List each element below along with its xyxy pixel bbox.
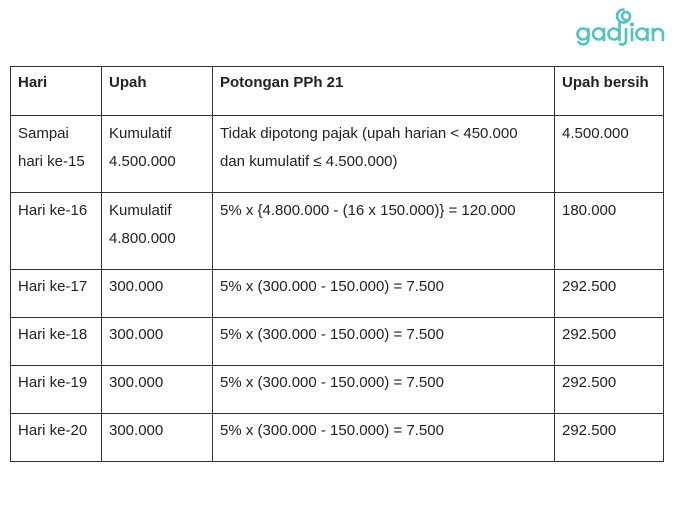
cell-hari — [11, 193, 102, 270]
cell-upah-bersih: 292.500 — [555, 318, 664, 366]
cell-text: Kumulatif — [109, 202, 172, 219]
cell-text: Hari ke-16 — [18, 202, 88, 219]
cell-text: hari ke-15 — [18, 153, 85, 170]
cell-potongan — [213, 116, 555, 193]
cell-upah: 300.000 — [102, 414, 213, 462]
cell-potongan: 5% x (300.000 - 150.000) = 7.500 — [213, 366, 555, 414]
cell-text: 5% x {4.800.000 - (16 x 150.000)} = 120.000 — [220, 202, 516, 219]
cell-upah — [102, 193, 213, 270]
cell-upah: 300.000 — [102, 318, 213, 366]
cell-potongan: 5% x (300.000 - 150.000) = 7.500 — [213, 318, 555, 366]
cell-potongan — [213, 193, 555, 270]
table-row — [11, 193, 664, 270]
cell-upah-bersih: 4.500.000 — [555, 116, 664, 193]
cell-upah-bersih: 180.000 — [555, 193, 664, 270]
table-header-row — [11, 67, 664, 116]
cell-text: 4.800.000 — [109, 230, 176, 247]
gadjian-logo-mark — [574, 6, 670, 50]
cell-text: Sampai — [18, 125, 69, 142]
header-upah: Upah — [102, 67, 213, 116]
header-potongan: Potongan PPh 21 — [213, 67, 555, 116]
cell-upah: 300.000 — [102, 270, 213, 318]
table-row — [11, 414, 664, 462]
cell-hari: Hari ke-19 — [11, 366, 102, 414]
table-row — [11, 318, 664, 366]
table-row — [11, 366, 664, 414]
cell-hari: Hari ke-20 — [11, 414, 102, 462]
cell-upah — [102, 116, 213, 193]
table-row — [11, 116, 664, 193]
cell-upah: 300.000 — [102, 366, 213, 414]
header-upah-bersih: Upah bersih — [555, 67, 664, 116]
table-row — [11, 270, 664, 318]
cell-upah-bersih: 292.500 — [555, 366, 664, 414]
cell-upah-bersih: 292.500 — [555, 414, 664, 462]
header-hari: Hari — [11, 67, 102, 116]
cell-hari — [11, 116, 102, 193]
cell-text: Tidak dipotong pajak (upah harian < 450.000 — [220, 125, 518, 142]
cell-upah-bersih: 292.500 — [555, 270, 664, 318]
cell-text: Kumulatif — [109, 125, 172, 142]
cell-potongan: 5% x (300.000 - 150.000) = 7.500 — [213, 270, 555, 318]
cell-text: dan kumulatif ≤ 4.500.000) — [220, 153, 398, 170]
cell-hari: Hari ke-18 — [11, 318, 102, 366]
pph21-table — [10, 66, 664, 462]
gadjian-logo — [574, 6, 670, 50]
cell-potongan: 5% x (300.000 - 150.000) = 7.500 — [213, 414, 555, 462]
cell-text: 4.500.000 — [109, 153, 176, 170]
cell-hari: Hari ke-17 — [11, 270, 102, 318]
